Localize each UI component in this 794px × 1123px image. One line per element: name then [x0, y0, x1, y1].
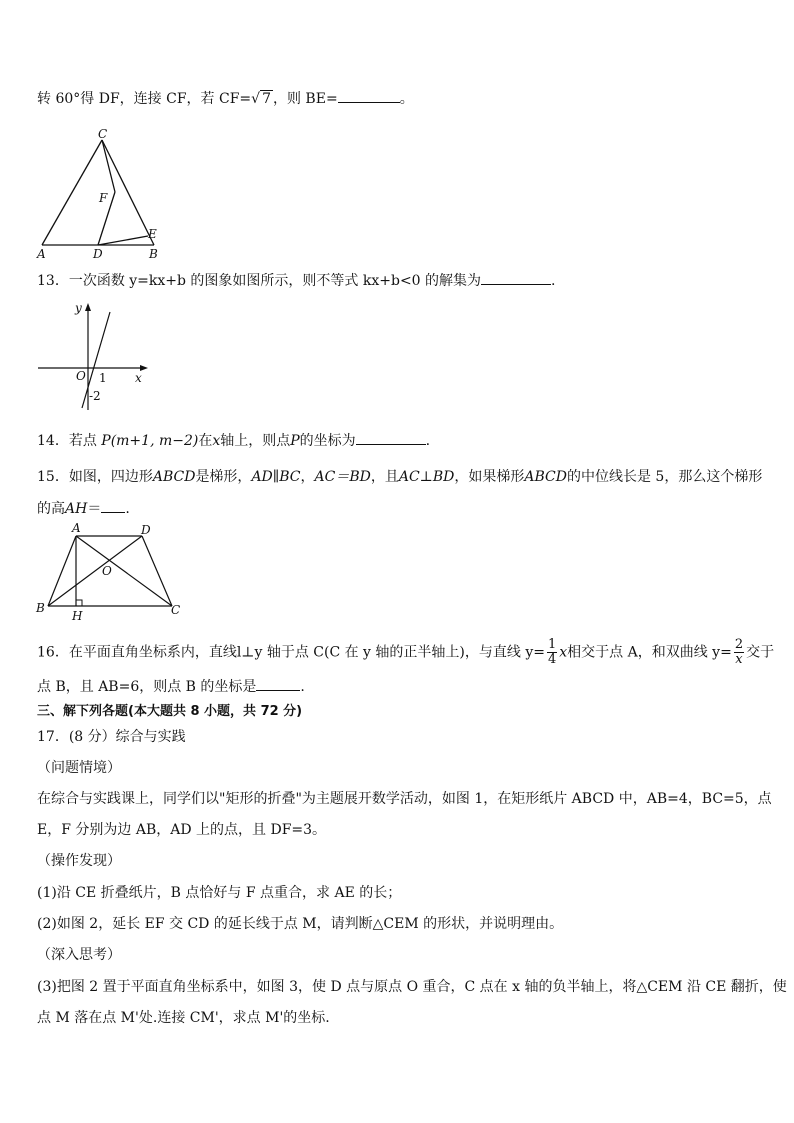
- tick-1-label: 1: [99, 371, 107, 385]
- q12-post: ，则 BE=: [272, 91, 338, 107]
- label-d: D: [141, 523, 151, 537]
- label-h: H: [72, 609, 83, 623]
- label-o: O: [102, 564, 112, 578]
- answer-blank: [256, 676, 300, 691]
- q17-heading-context: （问题情境）: [37, 760, 121, 776]
- label-f: F: [99, 191, 108, 205]
- q12-triangle-figure: [36, 128, 176, 263]
- fraction-one-quarter: $\frac{1}{4}$: [547, 637, 557, 667]
- axis-y-label: y: [75, 301, 82, 315]
- fraction-two-over-x: $\frac{2}{x}$: [734, 637, 744, 667]
- section-heading: 三、解下列各题(本大题共 8 小题，共 72 分): [37, 704, 303, 719]
- label-a: A: [37, 247, 46, 261]
- q15-trapezoid-figure: [34, 520, 186, 624]
- q16-line1: 16．在平面直角坐标系内，直线l⊥y 轴于点 C(C 在 y 轴的正半轴上)，与直线 y= $\frac{1}{4}$ x相交于点 A，和双曲线 y= $\frac{2}{x}$ 交于: [37, 637, 775, 667]
- answer-blank: [356, 430, 426, 445]
- answer-blank: [481, 270, 551, 285]
- sqrt-seven: √ 7: [251, 91, 271, 107]
- q16-line2: 点 B，且 AB=6，则点 B 的坐标是 .: [37, 676, 305, 697]
- q15-line2: 的高AH＝ .: [37, 498, 130, 519]
- q14-line: 14．若点 P(m+1, m−2)在x轴上，则点P的坐标为 .: [37, 430, 430, 451]
- label-b: B: [36, 601, 45, 615]
- q17-para2: E，F 分别为边 AB，AD 上的点，且 DF=3。: [37, 822, 327, 838]
- axis-x-label: x: [135, 371, 142, 385]
- q13-graph-figure: [36, 298, 156, 416]
- answer-blank: [101, 498, 125, 513]
- label-d: D: [93, 247, 103, 261]
- label-a: A: [72, 521, 81, 535]
- q15-line1: 15．如图，四边形ABCD是梯形，AD∥BC，AC＝BD，且AC⊥BD，如果梯形ABCD的中位线长是 5，那么这个梯形: [37, 469, 763, 485]
- answer-blank: [338, 88, 400, 103]
- label-e: E: [148, 227, 157, 241]
- q17-heading-discovery: （操作发现）: [37, 853, 121, 869]
- q17-title: 17．(8 分）综合与实践: [37, 729, 186, 745]
- point-coords: (m+1, m−2): [110, 433, 199, 449]
- q13-text: 13．一次函数 y=kx+b 的图象如图所示，则不等式 kx+b<0 的解集为: [37, 273, 482, 289]
- q12-line: 转 60°得 DF，连接 CF，若 CF=√ 7 ，则 BE= 。: [37, 88, 414, 109]
- q17-heading-thinking: （深入思考）: [37, 947, 121, 963]
- q12-pre: 转 60°得 DF，连接 CF，若 CF=: [37, 91, 252, 107]
- tick-neg2-label: -2: [89, 389, 101, 403]
- origin-label: O: [76, 369, 86, 383]
- q13-line: 13．一次函数 y=kx+b 的图象如图所示，则不等式 kx+b<0 的解集为 .: [37, 270, 556, 291]
- q17-part2: (2)如图 2，延长 EF 交 CD 的延长线于点 M，请判断△CEM 的形状，并说明理由。: [37, 916, 564, 932]
- q17-part1: (1)沿 CE 折叠纸片，B 点恰好与 F 点重合，求 AE 的长；: [37, 885, 402, 901]
- label-b: B: [149, 247, 158, 261]
- q17-part3-line2: 点 M 落在点 M'处.连接 CM'，求点 M'的坐标.: [37, 1010, 330, 1026]
- label-c: C: [171, 603, 181, 617]
- q17-para1: 在综合与实践课上，同学们以"矩形的折叠"为主题展开数学活动，如图 1，在矩形纸片 ABCD 中，AB=4，BC=5，点: [37, 791, 772, 807]
- q17-part3-line1: (3)把图 2 置于平面直角坐标系中，如图 3，使 D 点与原点 O 重合，C 点在 x 轴的负半轴上，将△CEM 沿 CE 翻折，使: [37, 979, 787, 995]
- label-c: C: [98, 127, 108, 141]
